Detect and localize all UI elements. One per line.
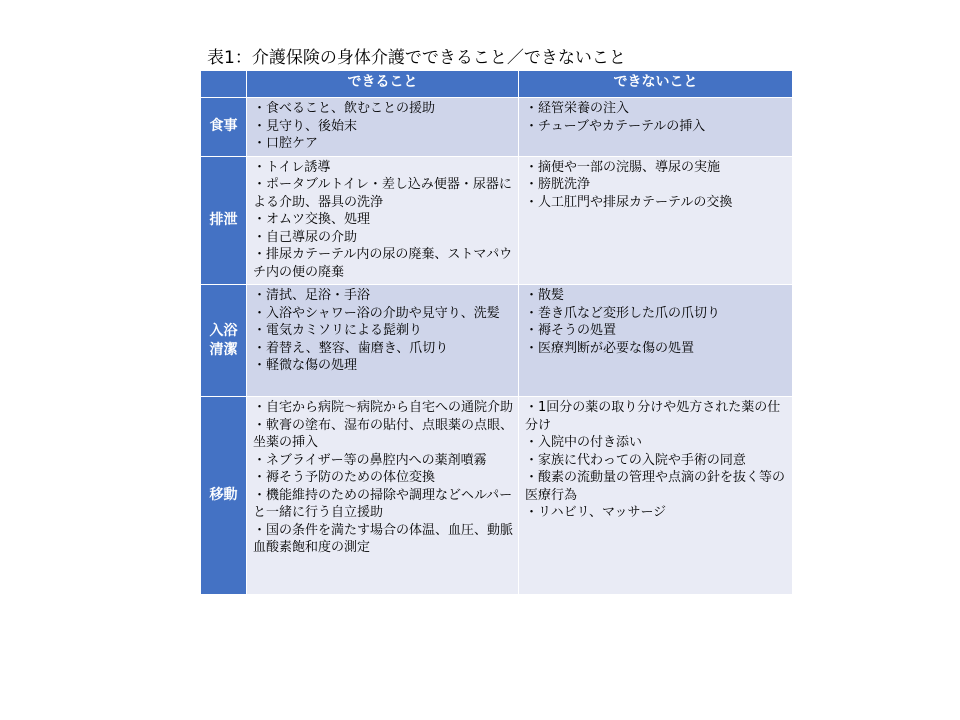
row-category-bathing bbox=[201, 285, 247, 397]
table-header-row bbox=[201, 71, 793, 98]
list-item: ・軽微な傷の処理 bbox=[253, 358, 358, 373]
list-item: ・膀胱洗浄 bbox=[525, 177, 591, 192]
list-item: ・清拭、足浴・手浴 bbox=[253, 288, 371, 303]
list-item: ・自己導尿の介助 bbox=[253, 229, 358, 245]
list-item: ・トイレ誘導 bbox=[253, 159, 331, 175]
table-row-excretion bbox=[201, 156, 793, 285]
cannot-cell-excretion bbox=[519, 156, 793, 285]
list-item: ・人工肛門や排尿カテーテルの交換 bbox=[525, 194, 733, 210]
list-item: ・褥そう予防のための体位変換 bbox=[253, 470, 436, 485]
list-item: ・巻き爪など変形した爪の爪切り bbox=[525, 305, 721, 321]
cannot-cell-meal bbox=[519, 98, 793, 157]
can-cell-bathing bbox=[247, 285, 519, 397]
cannot-cell-bathing bbox=[519, 285, 793, 397]
header-category bbox=[201, 71, 247, 98]
list-item: ・医療判断が必要な傷の処置 bbox=[525, 340, 695, 356]
list-item: ・食べること、飲むことの援助 bbox=[253, 101, 436, 116]
can-cell-meal bbox=[247, 98, 519, 157]
row-category-meal: 食事 bbox=[201, 98, 247, 157]
cannot-cell-movement bbox=[519, 397, 793, 595]
list-item: ・国の条件を満たす場合の体温、血圧、動脈血酸素飽和度の測定 bbox=[253, 522, 514, 555]
table-caption: 表1：介護保険の身体介護でできること／できないこと bbox=[207, 48, 626, 68]
row-category-label: 入浴清潔 bbox=[209, 322, 238, 358]
list-item: ・排尿カテーテル内の尿の廃棄、ストマパウチ内の便の廃棄 bbox=[253, 247, 513, 280]
row-category-excretion: 排泄 bbox=[201, 156, 247, 285]
header-can: できること bbox=[247, 71, 519, 98]
list-item: ・酸素の流動量の管理や点滴の針を抜く等の医療行為 bbox=[525, 470, 786, 503]
list-item: ・ポータブルトイレ・差し込み便器・尿器による介助、器具の洗浄 bbox=[253, 177, 512, 210]
list-item: ・チューブやカテーテルの挿入 bbox=[525, 118, 706, 134]
table-row-meal bbox=[201, 98, 793, 157]
row-category-movement: 移動 bbox=[201, 397, 247, 595]
list-item: ・電気カミソリによる髭剃り bbox=[253, 323, 423, 338]
list-item: ・褥そうの処置 bbox=[525, 323, 617, 338]
list-item: ・経管栄養の注入 bbox=[525, 101, 630, 116]
list-item: ・入浴やシャワー浴の介助や見守り、洗髪 bbox=[253, 305, 500, 321]
list-item: ・ネブライザー等の鼻腔内への薬剤噴霧 bbox=[253, 452, 487, 468]
can-cell-excretion bbox=[247, 156, 519, 285]
can-cell-movement bbox=[247, 397, 519, 595]
list-item: ・軟膏の塗布、湿布の貼付、点眼薬の点眼、坐薬の挿入 bbox=[253, 417, 514, 450]
list-item: ・1回分の薬の取り分けや処方された薬の仕分け bbox=[525, 400, 781, 433]
list-item: ・散髪 bbox=[525, 288, 565, 303]
header-cannot: できないこと bbox=[519, 71, 793, 98]
list-item: ・機能維持のための掃除や調理などヘルパーと一緒に行う自立援助 bbox=[253, 487, 513, 520]
table-row-movement bbox=[201, 397, 793, 595]
list-item: ・見守り、後始末 bbox=[253, 118, 358, 134]
table-row-bathing bbox=[201, 285, 793, 397]
list-item: ・摘便や一部の浣腸、導尿の実施 bbox=[525, 159, 721, 175]
list-item: ・口腔ケア bbox=[253, 136, 319, 151]
list-item: ・リハビリ、マッサージ bbox=[525, 505, 667, 520]
list-item: ・家族に代わっての入院や手術の同意 bbox=[525, 452, 746, 468]
care-table bbox=[200, 70, 793, 595]
list-item: ・入院中の付き添い bbox=[525, 435, 643, 450]
list-item: ・自宅から病院～病院から自宅への通院介助 bbox=[253, 400, 514, 415]
list-item: ・オムツ交換、処理 bbox=[253, 212, 371, 227]
list-item: ・着替え、整容、歯磨き、爪切り bbox=[253, 340, 449, 356]
